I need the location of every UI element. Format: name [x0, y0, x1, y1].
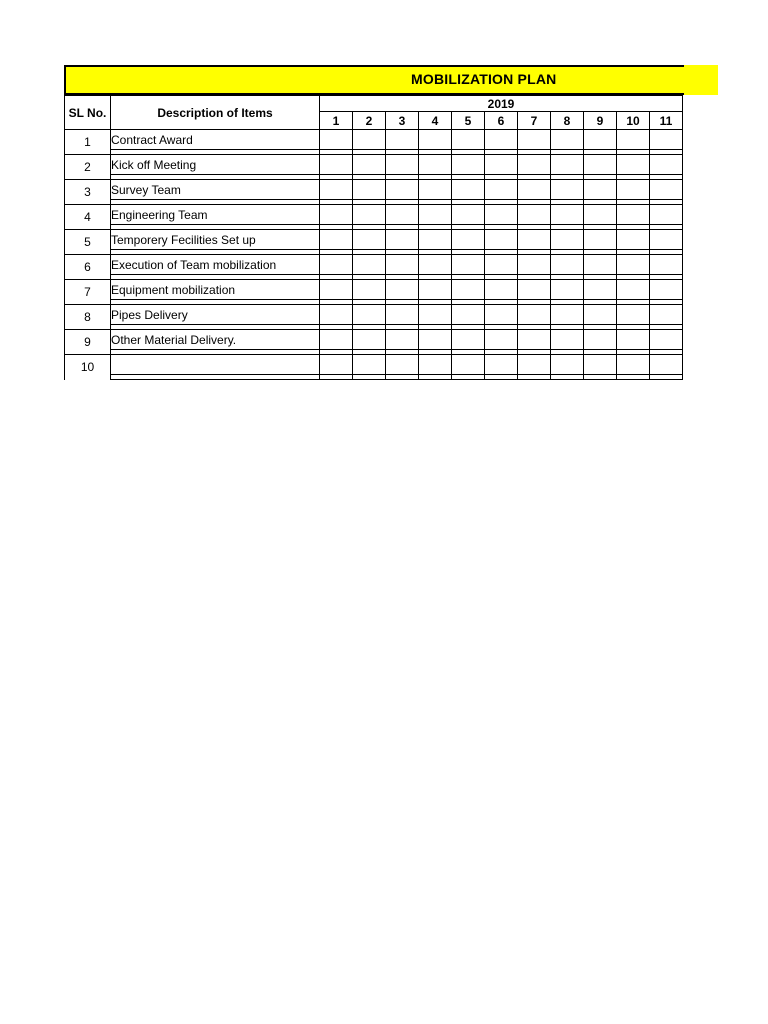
month-cell-7[interactable]	[518, 205, 551, 225]
title-bar	[64, 65, 714, 95]
table-row	[65, 355, 683, 375]
sl-no-cell[interactable]: 5	[65, 230, 111, 255]
month-cell-5[interactable]	[452, 305, 485, 325]
sl-no-cell[interactable]: 4	[65, 205, 111, 230]
year-header: 2019	[320, 96, 683, 112]
month-cell-10[interactable]	[617, 280, 650, 300]
month-cell-1[interactable]	[320, 205, 353, 225]
month-cell-2[interactable]	[353, 255, 386, 275]
month-cell-5[interactable]	[452, 180, 485, 200]
month-cell-11[interactable]	[650, 205, 683, 225]
month-cell-5[interactable]	[452, 155, 485, 175]
table-row	[65, 330, 683, 350]
month-cell-6[interactable]	[485, 180, 518, 200]
month-cell-5[interactable]	[452, 355, 485, 375]
month-cell-10[interactable]	[617, 255, 650, 275]
month-cell-7[interactable]	[518, 180, 551, 200]
month-cell-3[interactable]	[386, 330, 419, 350]
description-header: Description of Items	[111, 96, 320, 130]
month-cell-4[interactable]	[419, 330, 452, 350]
month-cell-2[interactable]	[353, 280, 386, 300]
month-cell-7[interactable]	[518, 355, 551, 375]
month-cell-4[interactable]	[419, 255, 452, 275]
table-row	[65, 180, 683, 200]
month-cell-3[interactable]	[386, 180, 419, 200]
month-cell-9[interactable]	[584, 255, 617, 275]
month-header-3: 3	[386, 112, 419, 130]
month-cell-5[interactable]	[452, 230, 485, 250]
month-cell-6[interactable]	[485, 130, 518, 150]
month-cell-3[interactable]	[386, 255, 419, 275]
month-cell-2[interactable]	[353, 230, 386, 250]
month-cell-3[interactable]	[386, 205, 419, 225]
month-cell-9[interactable]	[584, 330, 617, 350]
description-cell[interactable]: Survey Team	[111, 180, 320, 200]
description-cell[interactable]: Temporery Fecilities Set up	[111, 230, 320, 250]
month-cell-3[interactable]	[386, 280, 419, 300]
month-cell-9[interactable]	[584, 205, 617, 225]
month-cell-9[interactable]	[584, 305, 617, 325]
month-cell-2[interactable]	[353, 330, 386, 350]
sl-no-cell[interactable]: 3	[65, 180, 111, 205]
month-header-6: 6	[485, 112, 518, 130]
month-header-9: 9	[584, 112, 617, 130]
month-subcell-7[interactable]	[518, 375, 551, 380]
table-row	[65, 305, 683, 325]
month-cell-6[interactable]	[485, 355, 518, 375]
month-cell-8[interactable]	[551, 180, 584, 200]
month-cell-3[interactable]	[386, 355, 419, 375]
description-cell[interactable]: Engineering Team	[111, 205, 320, 225]
month-subcell-9[interactable]	[584, 375, 617, 380]
table-row	[65, 130, 683, 150]
month-cell-11[interactable]	[650, 180, 683, 200]
description-cell[interactable]: Pipes Delivery	[111, 305, 320, 325]
month-cell-2[interactable]	[353, 180, 386, 200]
month-cell-6[interactable]	[485, 230, 518, 250]
month-cell-10[interactable]	[617, 355, 650, 375]
description-subcell[interactable]	[111, 375, 320, 380]
month-cell-4[interactable]	[419, 155, 452, 175]
sl-no-cell[interactable]: 9	[65, 330, 111, 355]
description-cell[interactable]: Execution of Team mobilization	[111, 255, 320, 275]
month-cell-1[interactable]	[320, 330, 353, 350]
month-cell-9[interactable]	[584, 130, 617, 150]
month-cell-8[interactable]	[551, 355, 584, 375]
sl-no-cell[interactable]: 8	[65, 305, 111, 330]
month-cell-8[interactable]	[551, 280, 584, 300]
month-subcell-5[interactable]	[452, 375, 485, 380]
table-row	[65, 280, 683, 300]
month-cell-10[interactable]	[617, 180, 650, 200]
month-cell-1[interactable]	[320, 305, 353, 325]
month-cell-10[interactable]	[617, 130, 650, 150]
description-cell[interactable]: Other Material Delivery.	[111, 330, 320, 350]
month-cell-8[interactable]	[551, 330, 584, 350]
month-cell-5[interactable]	[452, 255, 485, 275]
month-cell-5[interactable]	[452, 130, 485, 150]
description-cell[interactable]: Equipment mobilization	[111, 280, 320, 300]
mobilization-table	[64, 95, 683, 380]
month-header-8: 8	[551, 112, 584, 130]
month-cell-7[interactable]	[518, 305, 551, 325]
month-cell-6[interactable]	[485, 280, 518, 300]
month-cell-11[interactable]	[650, 155, 683, 175]
sl-no-cell[interactable]: 7	[65, 280, 111, 305]
month-cell-9[interactable]	[584, 180, 617, 200]
month-cell-11[interactable]	[650, 255, 683, 275]
month-cell-10[interactable]	[617, 330, 650, 350]
month-cell-7[interactable]	[518, 330, 551, 350]
month-cell-10[interactable]	[617, 205, 650, 225]
title-bar-extension	[684, 65, 718, 95]
month-subcell-2[interactable]	[353, 375, 386, 380]
month-header-2: 2	[353, 112, 386, 130]
month-cell-11[interactable]	[650, 230, 683, 250]
month-cell-10[interactable]	[617, 155, 650, 175]
month-cell-2[interactable]	[353, 305, 386, 325]
month-cell-10[interactable]	[617, 305, 650, 325]
month-cell-8[interactable]	[551, 230, 584, 250]
table-subrow	[65, 375, 683, 380]
month-cell-1[interactable]	[320, 180, 353, 200]
month-cell-9[interactable]	[584, 230, 617, 250]
month-cell-4[interactable]	[419, 180, 452, 200]
month-cell-1[interactable]	[320, 155, 353, 175]
month-cell-8[interactable]	[551, 205, 584, 225]
month-cell-9[interactable]	[584, 355, 617, 375]
table-row	[65, 255, 683, 275]
month-cell-3[interactable]	[386, 230, 419, 250]
month-cell-8[interactable]	[551, 305, 584, 325]
month-cell-4[interactable]	[419, 280, 452, 300]
month-cell-5[interactable]	[452, 280, 485, 300]
month-cell-11[interactable]	[650, 355, 683, 375]
sl-no-cell[interactable]: 2	[65, 155, 111, 180]
sl-no-header: SL No.	[65, 96, 111, 130]
month-cell-8[interactable]	[551, 155, 584, 175]
month-cell-8[interactable]	[551, 255, 584, 275]
month-cell-7[interactable]	[518, 230, 551, 250]
month-cell-3[interactable]	[386, 155, 419, 175]
month-cell-4[interactable]	[419, 205, 452, 225]
page-title: MOBILIZATION PLAN	[411, 71, 557, 87]
month-cell-8[interactable]	[551, 130, 584, 150]
month-cell-11[interactable]	[650, 305, 683, 325]
month-subcell-6[interactable]	[485, 375, 518, 380]
month-cell-4[interactable]	[419, 355, 452, 375]
month-subcell-1[interactable]	[320, 375, 353, 380]
month-cell-2[interactable]	[353, 205, 386, 225]
sl-no-cell[interactable]: 6	[65, 255, 111, 280]
month-subcell-10[interactable]	[617, 375, 650, 380]
month-cell-6[interactable]	[485, 255, 518, 275]
month-cell-5[interactable]	[452, 330, 485, 350]
month-cell-7[interactable]	[518, 280, 551, 300]
month-subcell-8[interactable]	[551, 375, 584, 380]
description-cell[interactable]: Contract Award	[111, 130, 320, 150]
month-cell-9[interactable]	[584, 155, 617, 175]
month-cell-9[interactable]	[584, 280, 617, 300]
month-cell-1[interactable]	[320, 280, 353, 300]
table-row	[65, 155, 683, 175]
month-cell-4[interactable]	[419, 230, 452, 250]
month-cell-2[interactable]	[353, 130, 386, 150]
month-cell-6[interactable]	[485, 205, 518, 225]
month-cell-7[interactable]	[518, 255, 551, 275]
month-cell-7[interactable]	[518, 130, 551, 150]
month-cell-1[interactable]	[320, 255, 353, 275]
month-cell-6[interactable]	[485, 330, 518, 350]
sl-no-cell[interactable]: 10	[65, 355, 111, 380]
month-cell-2[interactable]	[353, 155, 386, 175]
month-cell-5[interactable]	[452, 205, 485, 225]
month-cell-7[interactable]	[518, 155, 551, 175]
description-cell[interactable]	[111, 355, 320, 375]
month-cell-6[interactable]	[485, 155, 518, 175]
month-cell-10[interactable]	[617, 230, 650, 250]
month-cell-1[interactable]	[320, 355, 353, 375]
month-cell-4[interactable]	[419, 130, 452, 150]
month-cell-1[interactable]	[320, 230, 353, 250]
month-header-7: 7	[518, 112, 551, 130]
month-subcell-11[interactable]	[650, 375, 683, 380]
description-cell[interactable]: Kick off Meeting	[111, 155, 320, 175]
sl-no-cell[interactable]: 1	[65, 130, 111, 155]
month-cell-6[interactable]	[485, 305, 518, 325]
month-subcell-4[interactable]	[419, 375, 452, 380]
month-cell-1[interactable]	[320, 130, 353, 150]
month-cell-4[interactable]	[419, 305, 452, 325]
table-row	[65, 205, 683, 225]
month-header-4: 4	[419, 112, 452, 130]
month-header-5: 5	[452, 112, 485, 130]
month-header-11: 11	[650, 112, 683, 130]
table-body	[65, 130, 683, 380]
month-cell-2[interactable]	[353, 355, 386, 375]
month-cell-11[interactable]	[650, 130, 683, 150]
month-cell-11[interactable]	[650, 280, 683, 300]
month-cell-11[interactable]	[650, 330, 683, 350]
month-cell-3[interactable]	[386, 130, 419, 150]
month-cell-3[interactable]	[386, 305, 419, 325]
table-row	[65, 230, 683, 250]
month-header-1: 1	[320, 112, 353, 130]
month-subcell-3[interactable]	[386, 375, 419, 380]
month-header-10: 10	[617, 112, 650, 130]
